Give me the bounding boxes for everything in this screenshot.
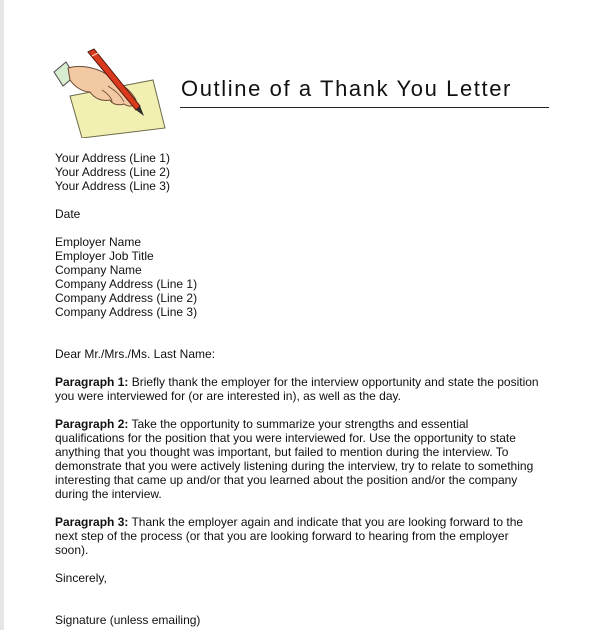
paragraph-text: demonstrate that you were actively listening during the interview, try to relate to something (55, 459, 534, 473)
page-edge (0, 0, 4, 630)
employer-line: Company Address (Line 2) (55, 291, 198, 305)
signature-line: Signature (unless emailing) (55, 613, 201, 627)
paragraph-text: Thank the employer again and indicate that you are looking forward to the (128, 515, 524, 529)
paragraph-2 (55, 417, 555, 501)
employer-line: Company Name (55, 263, 142, 277)
paragraph-1 (55, 375, 555, 403)
paragraph-label: Paragraph 2: (55, 417, 129, 431)
employer-line: Employer Job Title (55, 249, 154, 263)
paragraph-text: during the interview. (55, 487, 162, 501)
hand-writing-with-pen-icon (50, 46, 168, 138)
title-underline (180, 107, 549, 108)
date-line: Date (55, 207, 81, 221)
closing: Sincerely, (55, 571, 107, 585)
paragraph-text: Take the opportunity to summarize your strengths and essential (128, 417, 469, 431)
sender-address-line: Your Address (Line 2) (55, 165, 170, 179)
letter-body (55, 151, 555, 627)
paragraph-text: qualifications for the position that you were interviewed for. Use the opportunity to state (55, 431, 516, 445)
paragraph-3 (55, 515, 555, 557)
paragraph-text: anything that you thought was important, but failed to mention during the interview. To (55, 445, 509, 459)
paragraph-text: soon). (55, 543, 89, 557)
sender-address-line: Your Address (Line 3) (55, 179, 170, 193)
paragraph-text: next step of the process (or that you are looking forward to hearing from the employer (55, 529, 509, 543)
page-title: Outline of a Thank You Letter (181, 76, 512, 101)
paragraph-label: Paragraph 1: (55, 375, 129, 389)
paragraph-label: Paragraph 3: (55, 515, 129, 529)
employer-line: Company Address (Line 3) (55, 305, 198, 319)
employer-line: Employer Name (55, 235, 142, 249)
paragraph-text: Briefly thank the employer for the interview opportunity and state the position (128, 375, 539, 389)
employer-line: Company Address (Line 1) (55, 277, 198, 291)
sender-address-line: Your Address (Line 1) (55, 151, 170, 165)
paragraph-text: interesting that came up and/or that you learned about the position and/or the company (55, 473, 518, 487)
paragraph-text: you were interviewed for (or are interested in), as well as the day. (55, 389, 401, 403)
salutation: Dear Mr./Mrs./Ms. Last Name: (55, 347, 216, 361)
